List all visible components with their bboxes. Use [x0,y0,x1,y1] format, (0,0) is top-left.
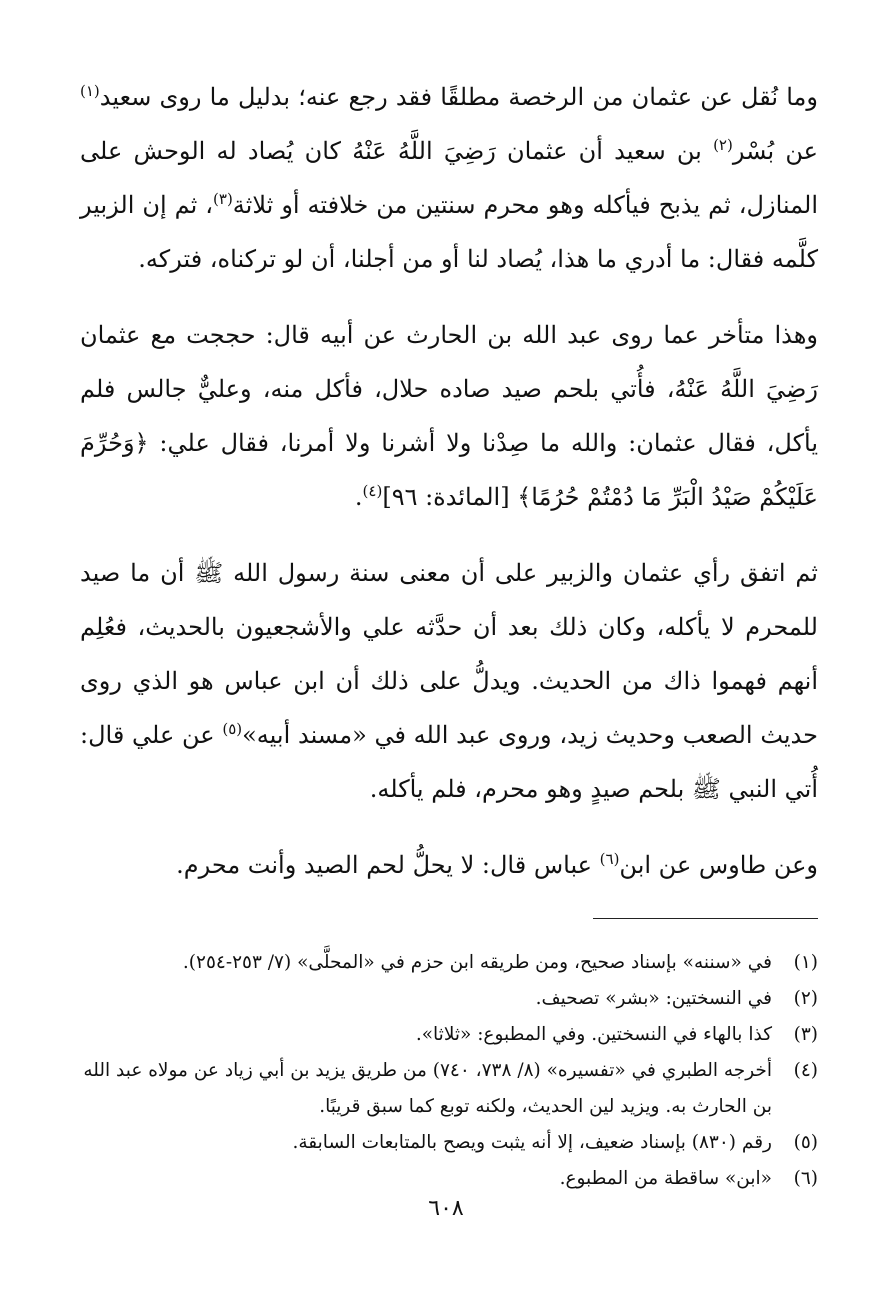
text-segment: وعن طاوس عن ابن [619,851,818,879]
text-segment: عن بُسْر [732,137,818,165]
footnotes [80,945,818,1197]
text-segment: عن علي قال: أُتي النبي ﷺ بلحم صيدٍ وهو محرم، فلم يأكله. [80,721,818,803]
footnote-number: (٤) [793,1060,818,1081]
text-segment: وما نُقل عن عثمان من الرخصة مطلقًا فقد رجع عنه؛ بدليل ما روى سعيد [99,83,818,111]
footnote-ref-1: (١) [80,82,100,100]
footnote-text: في النسختين: «بشر» تصحيف. [535,988,772,1009]
footnote-1 [80,945,818,981]
footnote-text: أخرجه الطبري في «تفسيره» (٨/ ٧٣٨، ٧٤٠) من طريق يزيد بن أبي زياد عن مولاه عبد الله بن الحارث به. ويزيد لين الحديث، ولكنه توبع كما سبق قريبًا. [83,1060,772,1117]
footnote-text: «ابن» ساقطة من المطبوع. [559,1168,772,1189]
footnote-3 [80,1017,818,1053]
footnote-number: (٣) [793,1024,818,1045]
text-segment: ، ثم إن الزبير كلَّمه فقال: ما أدري ما هذا، يُصاد لنا أو من أجلنا، أن لو تركناه، فتركه. [80,191,818,273]
footnote-ref-4: (٤) [362,482,383,500]
main-text [80,70,818,892]
text-segment: . [354,483,363,511]
footnote-5 [80,1125,818,1161]
paragraph-2 [80,308,818,524]
footnote-number: (٦) [793,1168,818,1189]
footnote-4 [80,1053,818,1125]
footnote-ref-2: (٢) [713,136,733,154]
footnote-2 [80,981,818,1017]
footnote-number: (٢) [793,988,818,1009]
text-segment: عباس قال: لا يحلُّ لحم الصيد وأنت محرم. [176,851,600,879]
footnote-text: في «سننه» بإسناد صحيح، ومن طريقه ابن حزم في «المحلَّى» (٧/ ٢٥٣-٢٥٤). [182,952,772,973]
paragraph-1 [80,70,818,286]
footnote-number: (١) [793,952,818,973]
page-number: ٦٠٨ [428,1196,464,1221]
paragraph-4 [80,838,818,892]
text-segment: وهذا متأخر عما روى عبد الله بن الحارث عن أبيه قال: حججت مع عثمان رَضِيَ اللَّهُ عَنْهُ، فأُتي بلحم صيد صاده حلال، فأكل منه، وعليٌّ جالس فلم يأكل، فقال عثمان: والله ما صِدْنا ولا أشرنا ولا أمرنا، فقال علي: ﴿وَحُرِّمَ عَلَيْكُمْ صَيْدُ الْبَرِّ مَا دُمْتُمْ حُرُمًا﴾ [المائدة: ٩٦] [80,321,818,511]
text-segment: بن سعيد أن عثمان رَضِيَ اللَّهُ عَنْهُ كان يُصاد له الوحش على المنازل، ثم يذبح فيأكله وهو محرم سنتين من خلافته أو ثلاثة [80,137,818,219]
footnote-ref-5: (٥) [222,720,243,738]
paragraph-3 [80,546,818,816]
footnote-ref-6: (٦) [599,850,620,868]
footnote-number: (٥) [793,1132,818,1153]
footnote-6 [80,1161,818,1197]
footnote-text: رقم (٨٣٠) بإسناد ضعيف، إلا أنه يثبت ويصح بالمتابعات السابقة. [292,1132,772,1153]
text-segment: ثم اتفق رأي عثمان والزبير على أن معنى سنة رسول الله ﷺ أن ما صيد للمحرم لا يأكله، وكان ذلك بعد أن حدَّثه علي والأشجعيون بالحديث، فعُلِم أنهم فهموا ذاك من الحديث. ويدلُّ على ذلك أن ابن عباس هو الذي روى حديث الصعب وحديث زيد، وروى عبد الله في «مسند أبيه» [80,559,818,749]
footnote-text: كذا بالهاء في النسختين. وفي المطبوع: «ثلاثا». [415,1024,772,1045]
footnote-ref-3: (٣) [213,190,233,208]
footnote-separator [593,918,818,919]
